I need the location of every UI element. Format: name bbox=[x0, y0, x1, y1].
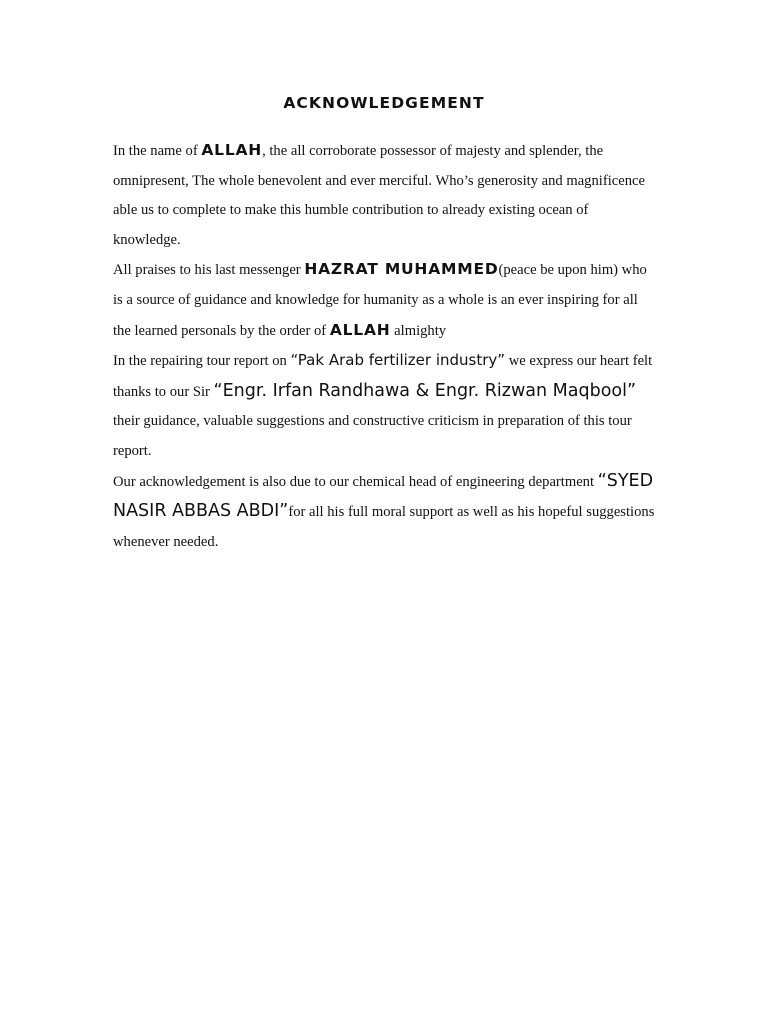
p1-allah: ALLAH bbox=[201, 141, 263, 159]
p1-text-a: In the name of bbox=[113, 143, 202, 159]
paragraph-3 bbox=[113, 346, 658, 466]
p4-text-c: for all his full moral support as well as his hopeful suggestions whenever needed. bbox=[113, 504, 655, 550]
p2-hazrat-muhammed: HAZRAT MUHAMMED bbox=[304, 260, 499, 279]
p3-text-e: their guidance, valuable suggestions and constructive criticism in preparation of this tour report. bbox=[113, 413, 632, 459]
p4-text-a: Our acknowledgement is also due to our chemical head of engineering department bbox=[113, 473, 598, 490]
paragraph-4 bbox=[113, 467, 658, 558]
p3-text-a: In the repairing tour report on bbox=[113, 353, 291, 370]
paragraph-2 bbox=[113, 255, 658, 346]
p2-text-c: (peace be upon him) who is a source of guidance and knowledge for humanity as a whole is an ever inspiring for all the learned personals by the order of bbox=[113, 262, 647, 339]
p2-allah: ALLAH bbox=[329, 320, 391, 339]
document-body bbox=[113, 136, 658, 557]
p3-company-name: “Pak Arab fertilizer industry” bbox=[290, 351, 506, 370]
paragraph-1 bbox=[113, 136, 658, 255]
p3-text-c: we express our heart felt thanks to our Sir bbox=[113, 353, 653, 400]
p1-text-c: , the all corroborate possessor of majesty and splender, the omnipresent, The whole benevolent and ever merciful. Who’s generosity and magnificence able us to complete to make this humble contribution to already existing ocean of knowledge. bbox=[113, 143, 645, 248]
p2-text-e: almighty bbox=[390, 322, 447, 339]
page-title: ACKNOWLEDGEMENT bbox=[283, 94, 485, 112]
p2-text-a: All praises to his last messenger bbox=[113, 262, 305, 279]
p3-engineer-names: “Engr. Irfan Randhawa & Engr. Rizwan Maqbool” bbox=[213, 380, 637, 401]
p4-department-head: “SYED NASIR ABBAS ABDI” bbox=[113, 470, 654, 522]
